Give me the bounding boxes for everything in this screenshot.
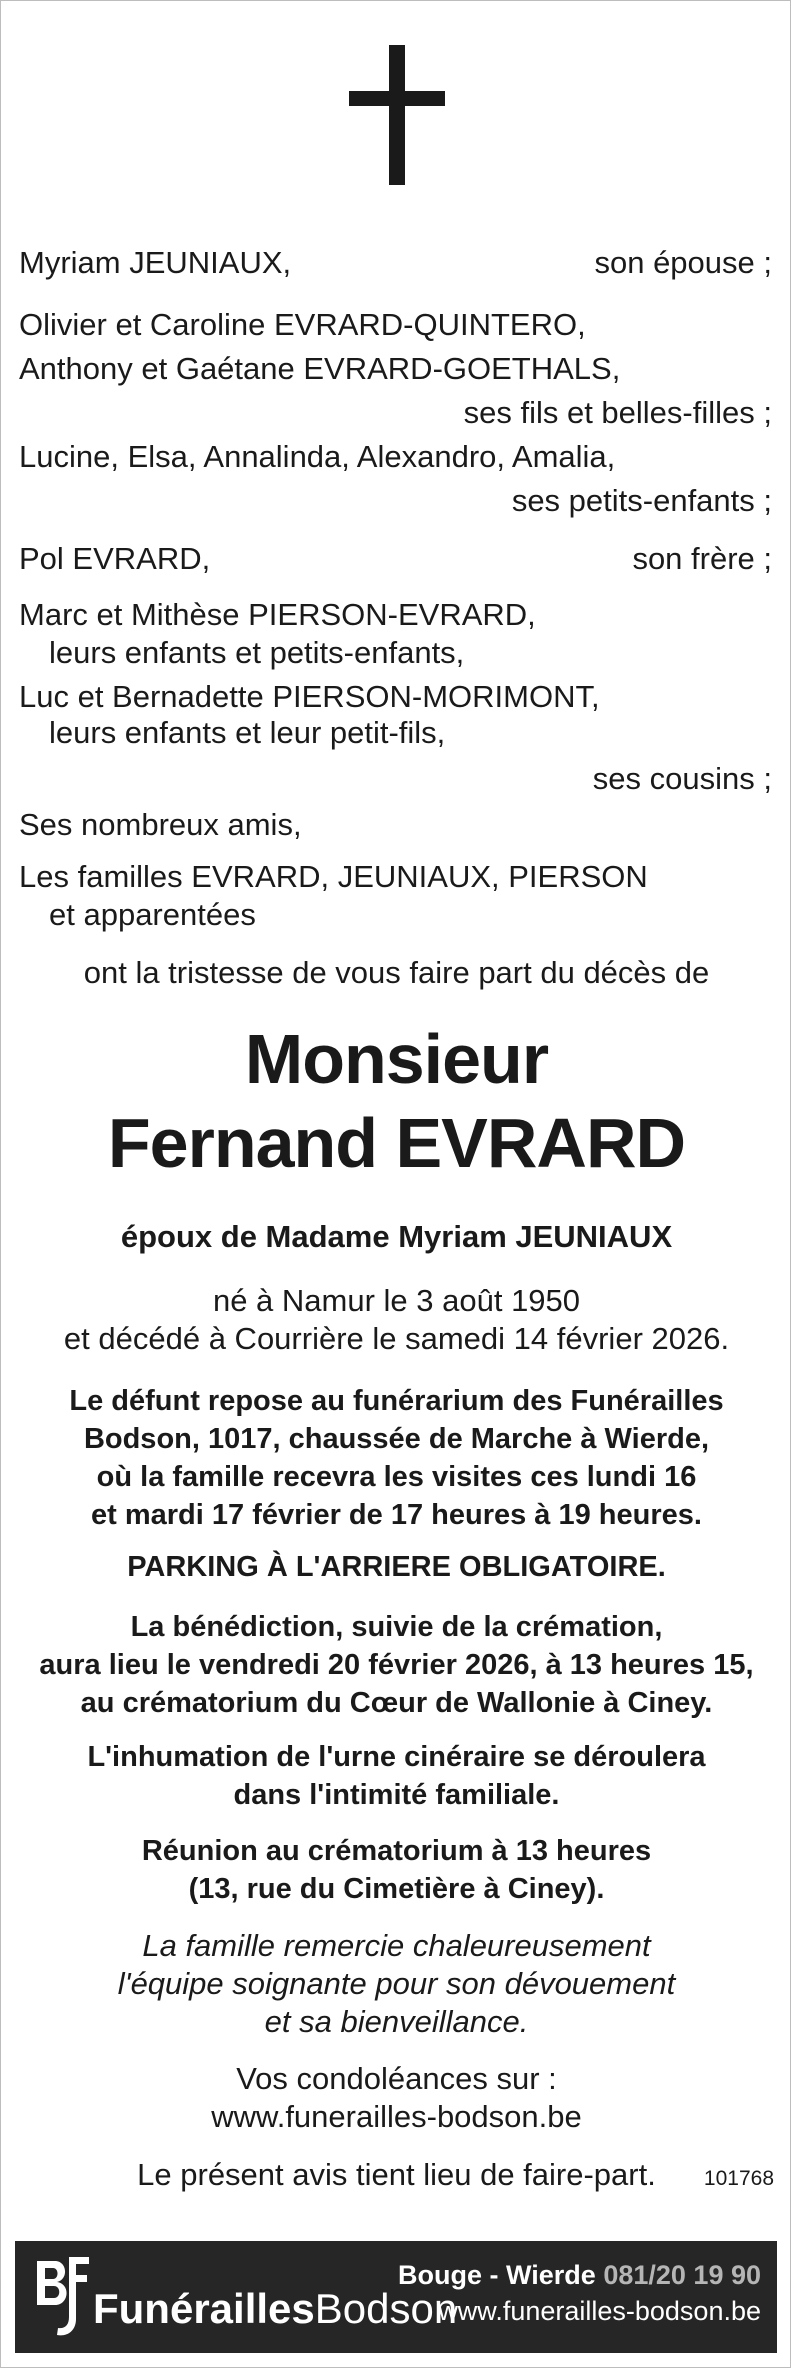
condolences-website[interactable]: www.funerailles-bodson.be [211,2099,582,2134]
family-name: et apparentées [49,897,256,932]
family-name: Olivier et Caroline EVRARD-QUINTERO, [19,307,586,342]
visitation-line: où la famille recevra les visites ces lundi 16 [96,1461,697,1493]
bodson-logo-icon [31,2253,99,2339]
brand-name-light: Bodson [314,2285,458,2332]
meeting-line: (13, rue du Cimetière à Ciney). [188,1873,605,1905]
family-name: Pol EVRARD, [19,541,211,576]
ceremony-line: aura lieu le vendredi 20 février 2026, à 13 heures 15, [39,1649,754,1681]
visitation-line: Bodson, 1017, chaussée de Marche à Wierde, [83,1423,710,1455]
thanks-line: La famille remercie chaleureusement [142,1928,651,1963]
funeral-home-banner [15,2241,777,2353]
condolences-label: Vos condoléances sur : [236,2061,557,2096]
family-name: Ses nombreux amis, [19,807,302,842]
contact-block [398,2257,761,2329]
family-relation: ses cousins ; [592,761,772,796]
family-relation: son épouse ; [594,245,772,280]
family-name: leurs enfants et leur petit-fils, [49,715,446,750]
footer-website[interactable]: www.funerailles-bodson.be [438,2296,761,2326]
notice-line: Le présent avis tient lieu de faire-part. [137,2157,656,2192]
family-relation: ses fils et belles-filles ; [463,395,772,430]
birth-line: né à Namur le 3 août 1950 [212,1283,581,1318]
family-name: Marc et Mithèse PIERSON-EVRARD, [19,597,536,632]
parking-notice: PARKING À L'ARRIERE OBLIGATOIRE. [127,1551,666,1583]
cross-icon [349,45,445,185]
urn-line: dans l'intimité familiale. [233,1779,560,1811]
deceased-title: Monsieur [244,1020,549,1098]
family-relation: ses petits-enfants ; [511,483,772,518]
ceremony-line: La bénédiction, suivie de la crémation, [130,1611,663,1643]
brand-name-bold: Funérailles [93,2285,315,2332]
reference-number: 101768 [703,2167,774,2190]
visitation-line: et mardi 17 février de 17 heures à 19 heures. [91,1499,702,1531]
death-line: et décédé à Courrière le samedi 14 février 2026. [63,1321,730,1356]
family-name: Les familles EVRARD, JEUNIAUX, PIERSON [19,859,648,894]
thanks-line: et sa bienveillance. [264,2004,529,2039]
spouse-line: époux de Madame Myriam JEUNIAUX [120,1219,673,1254]
family-name: Myriam JEUNIAUX, [19,245,292,280]
phone-number[interactable]: 081/20 19 90 [603,2260,761,2290]
urn-line: L'inhumation de l'urne cinéraire se déroulera [87,1741,706,1773]
family-name: Lucine, Elsa, Annalinda, Alexandro, Amalia, [19,439,616,474]
family-relation: son frère ; [632,541,772,576]
family-name: Anthony et Gaétane EVRARD-GOETHALS, [19,351,621,386]
ceremony-line: au crématorium du Cœur de Wallonie à Ciney. [80,1687,713,1719]
intro-text: ont la tristesse de vous faire part du décès de [83,955,710,990]
visitation-line: Le défunt repose au funérarium des Funérailles [69,1385,724,1417]
meeting-line: Réunion au crématorium à 13 heures [141,1835,652,1867]
location-text: Bouge - Wierde [398,2260,596,2290]
deceased-name: Fernand EVRARD [107,1104,686,1182]
thanks-line: l'équipe soignante pour son dévouement [117,1966,676,2001]
family-name: Luc et Bernadette PIERSON-MORIMONT, [19,679,600,714]
family-name: leurs enfants et petits-enfants, [49,635,465,670]
